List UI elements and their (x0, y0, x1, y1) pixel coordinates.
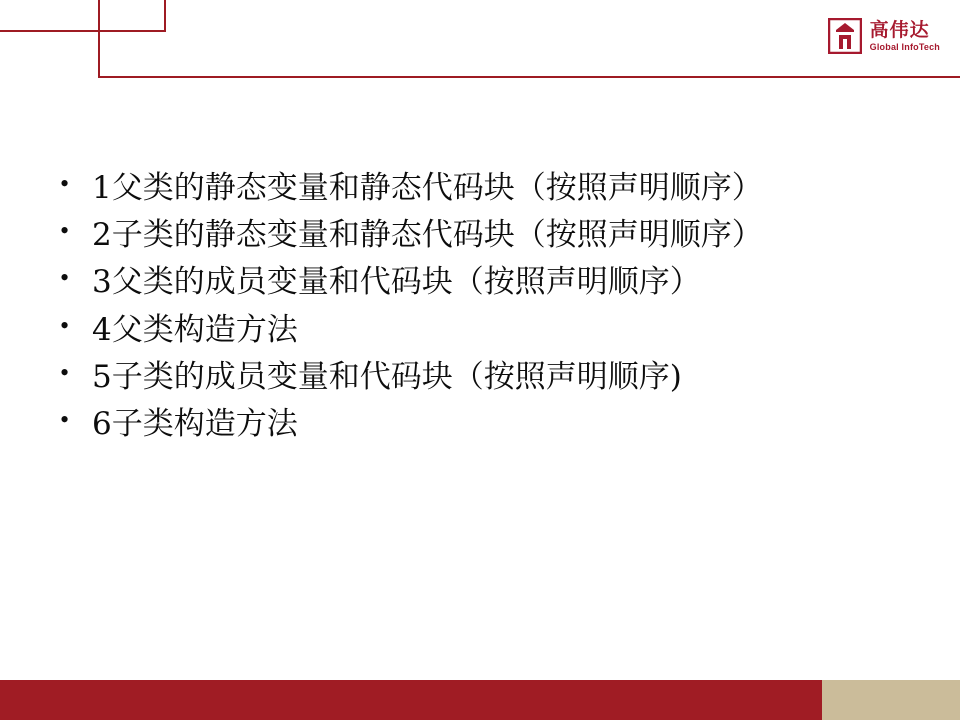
slide-body (46, 168, 926, 451)
footer-bar-secondary (822, 680, 960, 720)
list-item: • 2子类的静态变量和静态代码块（按照声明顺序） (46, 215, 926, 256)
list-item: • 6子类构造方法 (46, 404, 926, 445)
bullet-list (46, 168, 926, 445)
header-accent-rule (98, 76, 960, 78)
list-item: • 4父类构造方法 (46, 310, 926, 351)
header-accent-line-horizontal-small (0, 30, 166, 32)
logo-name-cn: 高伟达 (869, 18, 930, 41)
list-item: • 3父类的成员变量和代码块（按照声明顺序） (46, 262, 926, 303)
gate-icon (828, 18, 862, 54)
logo-name-en: Global InfoTech (869, 41, 940, 52)
list-item: • 1父类的静态变量和静态代码块（按照声明顺序） (46, 168, 926, 209)
logo-wordmark (869, 18, 940, 52)
list-item: • 5子类的成员变量和代码块（按照声明顺序) (46, 357, 926, 398)
footer-bar-primary (0, 680, 822, 720)
header-accent-line-vertical-left (98, 0, 100, 78)
header-accent-line-vertical-small (164, 0, 166, 32)
company-logo (828, 18, 940, 54)
